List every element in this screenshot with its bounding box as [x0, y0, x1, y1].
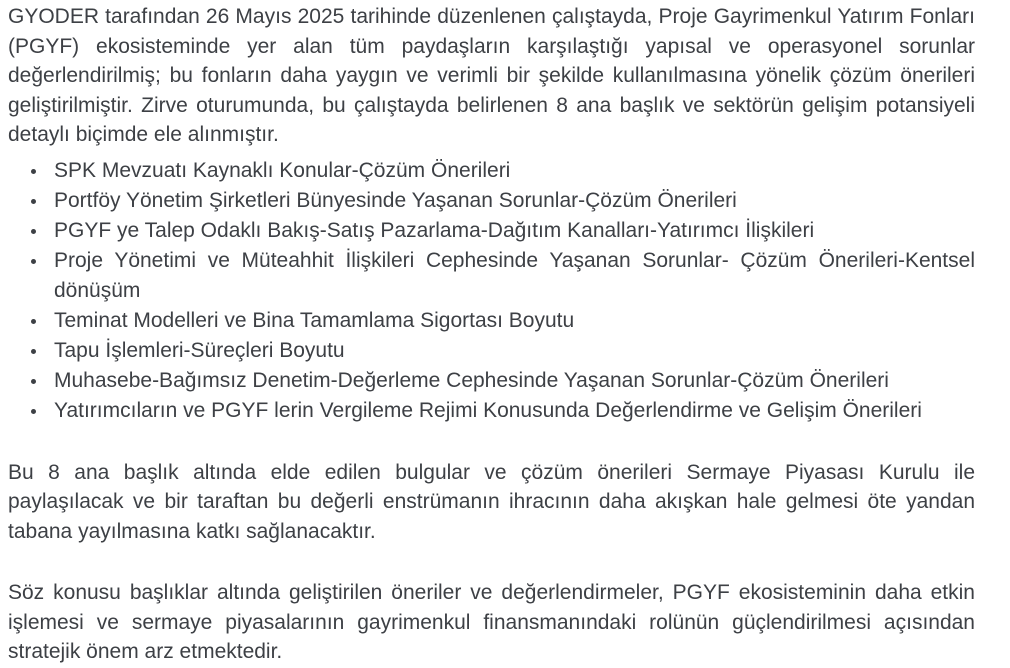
topic-list-item: • PGYF ye Talep Odaklı Bakış-Satış Pazarlama-Dağıtım Kanalları-Yatırımcı İlişkileri — [48, 216, 975, 246]
topic-list-item: • Teminat Modelleri ve Bina Tamamlama Sigortası Boyutu — [48, 306, 975, 336]
findings-paragraph: Bu 8 ana başlık altında elde edilen bulgular ve çözüm önerileri Sermaye Piyasası Kurulu ile paylaşılacak ve bir taraftan bu değerli enstrümanın ihracının daha akışkan hale gelmesi öte yandan tabana yayılmasına katkı sağlanacaktır. — [8, 460, 975, 543]
topic-list-item: • Muhasebe-Bağımsız Denetim-Değerleme Cephesinde Yaşanan Sorunlar-Çözüm Önerileri — [48, 366, 975, 396]
intro-paragraph: GYODER tarafından 26 Mayıs 2025 tarihinde düzenlenen çalıştayda, Proje Gayrimenkul Yatırım Fonları (PGYF) ekosisteminde yer alan tüm paydaşların karşılaştığı yapısal ve operasyonel sorunlar değerlendirilmiş; bu fonların daha yaygın ve verimli bir şekilde kullanılmasına yönelik çözüm önerileri geliştirilmiştir. Zirve oturumunda, bu çalıştayda belirlenen 8 ana başlık ve sektörün gelişim potansiyeli detaylı biçimde ele alınmıştır. — [8, 5, 975, 146]
topics-list — [8, 156, 975, 426]
topic-list-item: • SPK Mevzuatı Kaynaklı Konular-Çözüm Önerileri — [48, 156, 975, 186]
topic-list-item: • Yatırımcıların ve PGYF lerin Vergileme Rejimi Konusunda Değerlendirme ve Gelişim Önerileri — [48, 396, 975, 426]
topic-list-item: • Tapu İşlemleri-Süreçleri Boyutu — [48, 336, 975, 366]
topic-list-item: • Proje Yönetimi ve Müteahhit İlişkileri Cephesinde Yaşanan Sorunlar- Çözüm Önerileri-Kentsel dönüşüm — [48, 246, 975, 306]
topic-list-item: • Portföy Yönetim Şirketleri Bünyesinde Yaşanan Sorunlar-Çözüm Önerileri — [48, 186, 975, 216]
closing-paragraph: Söz konusu başlıklar altında geliştirilen öneriler ve değerlendirmeler, PGYF ekosisteminin daha etkin işlemesi ve sermaye piyasalarının gayrimenkul finansmanındaki rolünün güçlendirilmesi açısından stratejik önem arz etmektedir. — [8, 581, 975, 663]
